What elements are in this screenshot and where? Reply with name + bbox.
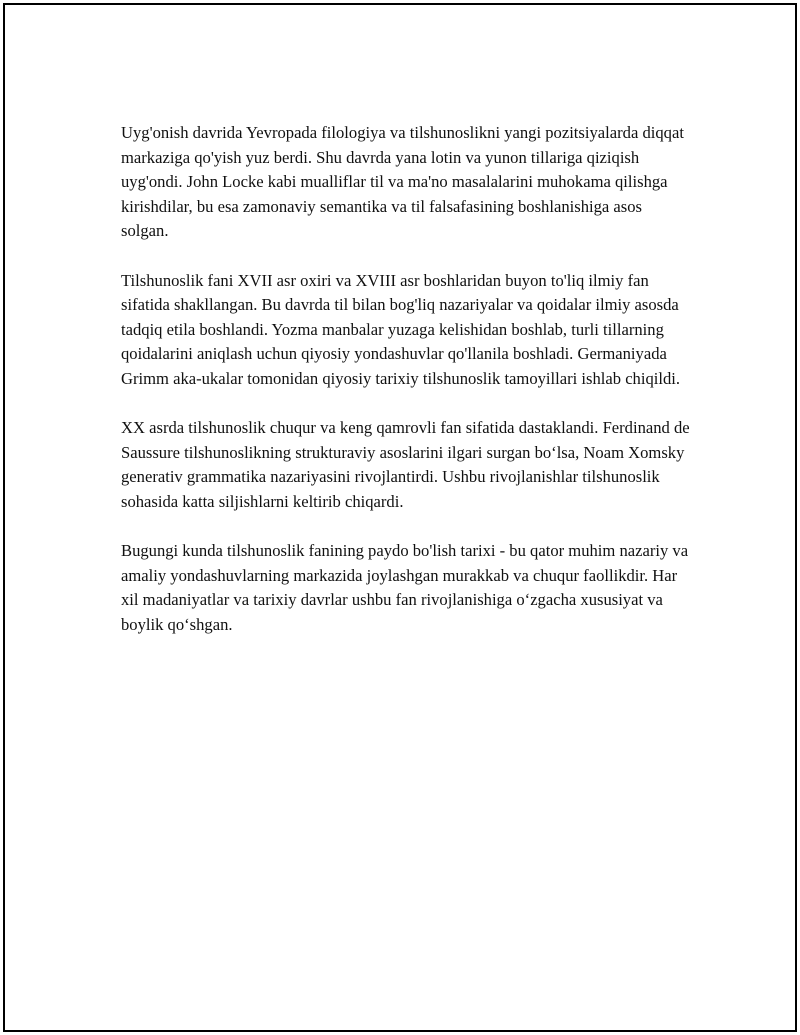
document-body (121, 121, 691, 662)
paragraph-4: Bugungi kunda tilshunoslik fanining paydo bo'lish tarixi - bu qator muhim nazariy va amaliy yondashuvlarning markazida joylashgan murakkab va chuqur faollikdir. Har xil madaniyatlar va tarixiy davrlar ushbu fan rivojlanishiga o‘zgacha xususiyat va boylik qo‘shgan. (121, 541, 689, 634)
paragraph-1: Uyg'onish davrida Yevropada filologiya va tilshunoslikni yangi pozitsiyalarda diqqat markaziga qo'yish yuz berdi. Shu davrda yana lotin va yunon tillariga qiziqish uyg'ondi. John Locke kabi mualliflar til va ma'no masalalarini muhokama qilishga kirishdilar, bu esa zamonaviy semantika va til falsafasining boshlanishiga asos solgan. (121, 123, 684, 241)
paragraph-2: Tilshunoslik fani XVII asr oxiri va XVIII asr boshlaridan buyon to'liq ilmiy fan sifatida shakllangan. Bu davrda til bilan bog'liq nazariyalar va qoidalar ilmiy asosda tadqiq etila boshlandi. Yozma manbalar yuzaga kelishidan boshlab, turli tillarning qoidalarini aniqlash uchun qiyosiy yondashuvlar qo'llanila boshladi. Germaniyada Grimm aka-ukalar tomonidan qiyosiy tarixiy tilshunoslik tamoyillari ishlab chiqildi. (121, 270, 681, 388)
paragraph-3: XX asrda tilshunoslik chuqur va keng qamrovli fan sifatida dastaklandi. Ferdinand de Saussure tilshunoslikning strukturaviy asoslarini ilgari surgan bo‘lsa, Noam Xomsky generativ grammatika nazariyasini rivojlantirdi. Ushbu rivojlanishlar tilshunoslik sohasida katta siljishlarni keltirib chiqardi. (121, 418, 690, 511)
document-page (3, 3, 797, 1032)
